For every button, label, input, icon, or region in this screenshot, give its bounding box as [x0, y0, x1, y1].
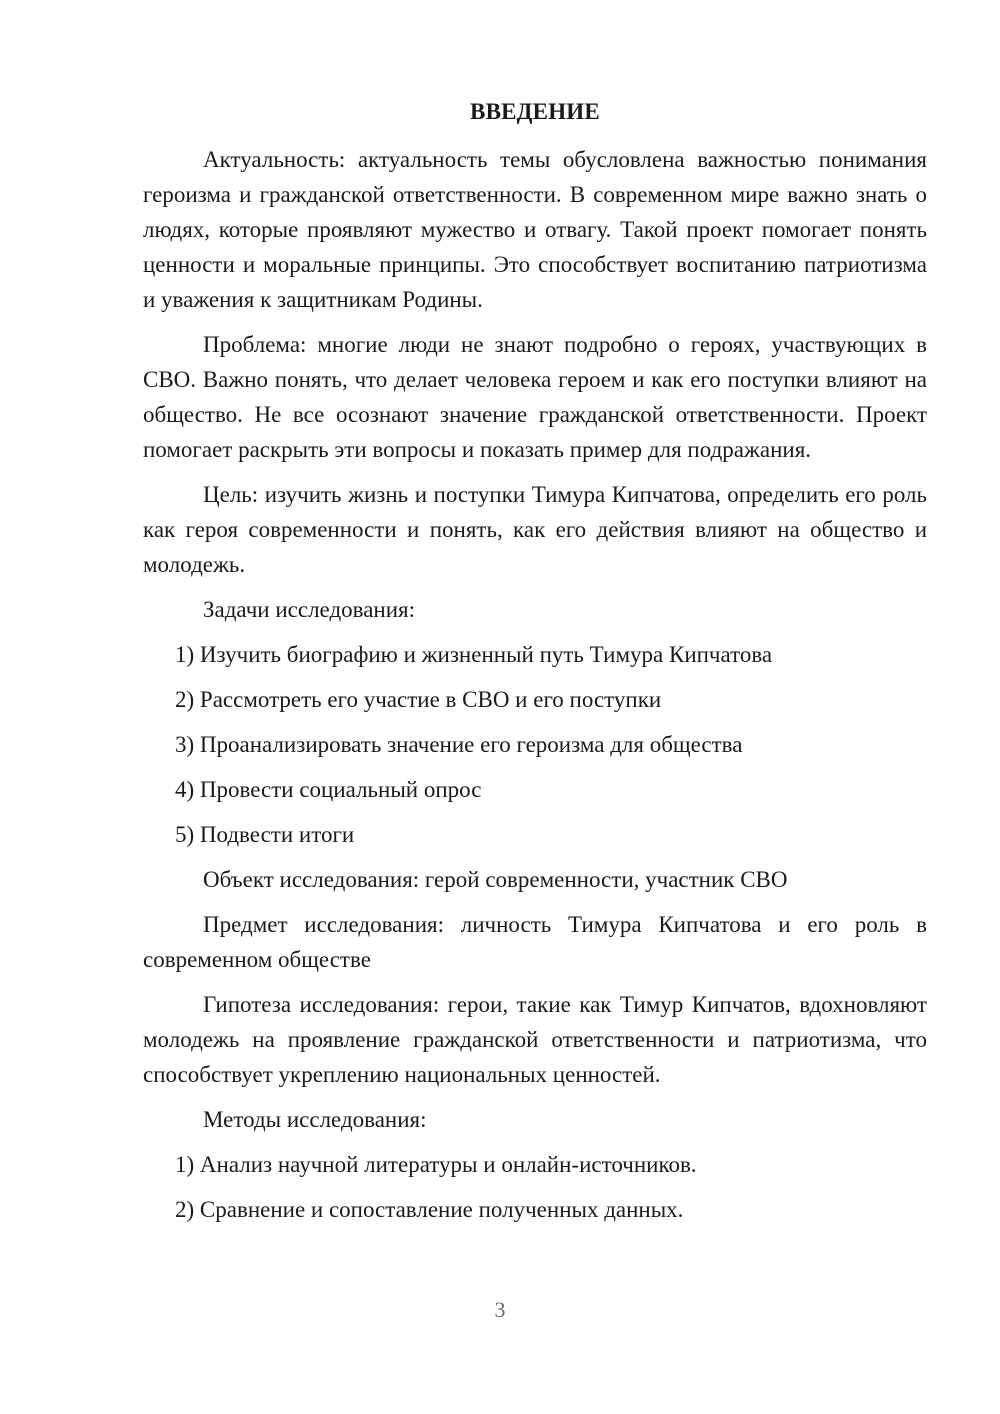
hypothesis-paragraph: Гипотеза исследования: герои, такие как Тимур Кипчатов, вдохновляют молодежь на проявление гражданской ответственности и патриотизма, что способствует укреплению национальных ценностей. [143, 992, 927, 1087]
section-title: ВВЕДЕНИЕ [470, 99, 600, 124]
page-number: 3 [494, 1297, 506, 1322]
list-item: 1) Анализ научной литературы и онлайн-источников. [175, 1152, 697, 1177]
list-item: 4) Провести социальный опрос [175, 777, 482, 802]
relevance-paragraph: Актуальность: актуальность темы обусловлена важностью понимания героизма и гражданской ответственности. В современном мире важно знать о людях, которые проявляют мужество и отвагу. Такой проект помогает понять ценности и моральные принципы. Это способствует воспитанию патриотизма и уважения к защитникам Родины. [143, 147, 927, 312]
tasks-list [143, 637, 927, 852]
methods-list [143, 1147, 927, 1227]
list-item: 5) Подвести итоги [175, 822, 355, 847]
tasks-heading: Задачи исследования: [203, 597, 416, 622]
subject-paragraph: Предмет исследования: личность Тимура Кипчатова и его роль в современном обществе [143, 912, 927, 972]
document-page [143, 94, 927, 1237]
goal-paragraph: Цель: изучить жизнь и поступки Тимура Кипчатова, определить его роль как героя современности и понять, как его действия влияют на общество и молодежь. [143, 482, 927, 577]
problem-paragraph: Проблема: многие люди не знают подробно о героях, участвующих в СВО. Важно понять, что делает человека героем и как его поступки влияют на общество. Не все осознают значение гражданской ответственности. Проект помогает раскрыть эти вопросы и показать пример для подражания. [143, 332, 927, 462]
list-item: 1) Изучить биографию и жизненный путь Тимура Кипчатова [175, 642, 773, 667]
list-item: 2) Сравнение и сопоставление полученных данных. [175, 1197, 684, 1222]
list-item: 2) Рассмотреть его участие в СВО и его поступки [175, 687, 662, 712]
object-paragraph: Объект исследования: герой современности, участник СВО [203, 867, 788, 892]
list-item: 3) Проанализировать значение его героизма для общества [175, 732, 743, 757]
methods-heading: Методы исследования: [203, 1107, 427, 1132]
